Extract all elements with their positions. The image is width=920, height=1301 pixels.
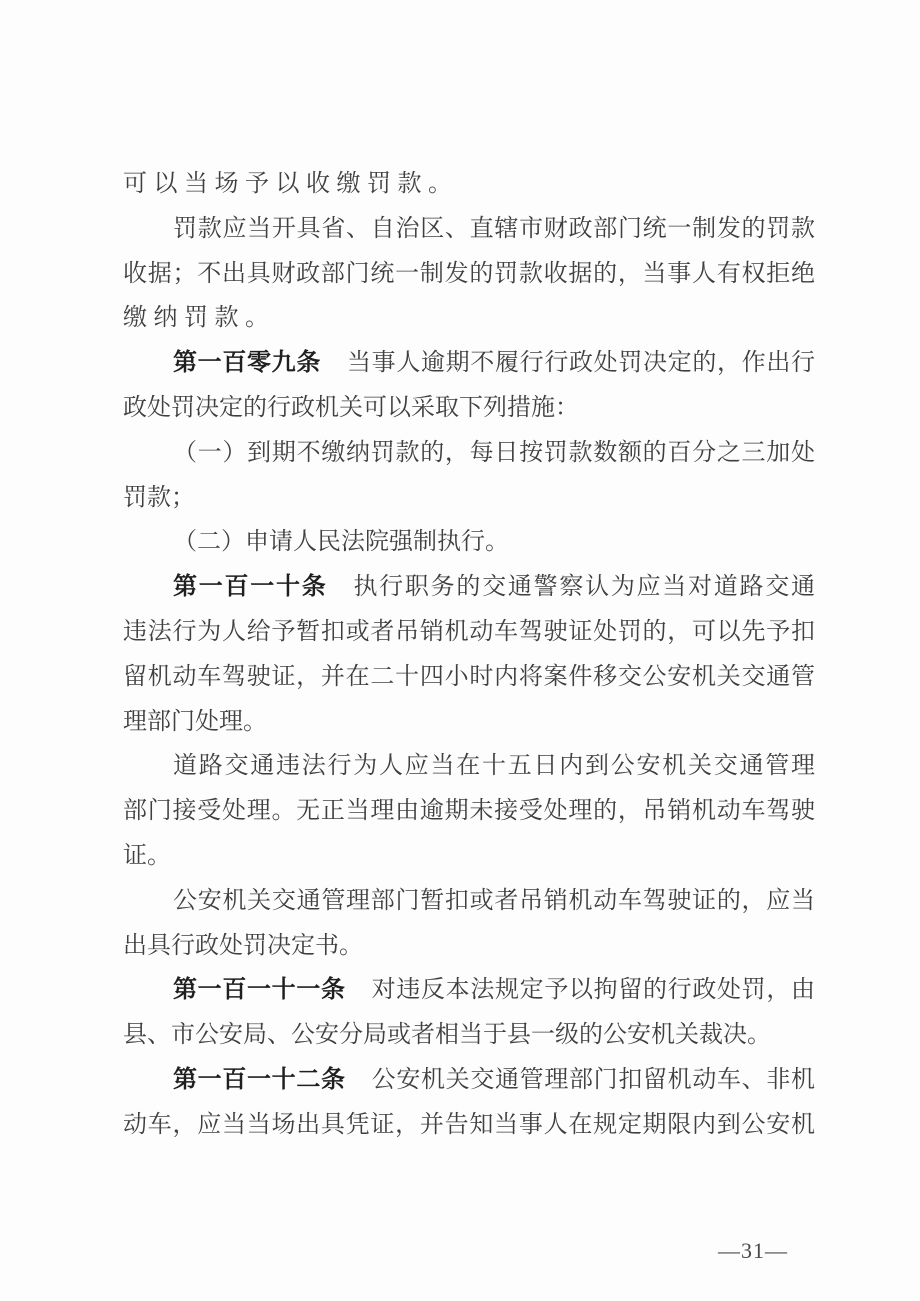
article-number: 第一百一十条 [173, 573, 328, 601]
line-text: 公安机关交通管理部门扣留机动车、非机 [371, 1066, 816, 1093]
line-text: 缴纳罚款。 [123, 305, 276, 332]
line-text: （二）申请人民法院强制执行。 [173, 529, 509, 556]
text-line [123, 879, 815, 924]
text-line [123, 834, 815, 879]
text-line [123, 252, 815, 297]
line-text: 当事人逾期不履行行政处罚决定的，作出行 [347, 350, 815, 377]
line-text: 部门接受处理。无正当理由逾期未接受处理的，吊销机动车驾驶 [123, 798, 815, 825]
article-number: 第一百一十二条 [173, 1065, 346, 1093]
article-number: 第一百一十一条 [173, 976, 346, 1004]
line-text: 收据；不出具财政部门统一制发的罚款收据的，当事人有权拒绝 [123, 260, 815, 287]
text-line [123, 1103, 815, 1148]
line-text: 违法行为人给予暂扣或者吊销机动车驾驶证处罚的，可以先予扣 [123, 618, 815, 645]
text-line [123, 476, 815, 521]
article-number: 第一百零九条 [173, 349, 321, 377]
line-text: 可以当场予以收缴罚款。 [123, 171, 459, 197]
text-line [123, 341, 815, 386]
text-line [123, 744, 815, 789]
text-line [123, 1058, 815, 1103]
line-text: 政处罚决定的行政机关可以采取下列措施： [123, 394, 579, 421]
text-line [123, 1013, 815, 1058]
text-line [123, 162, 815, 207]
line-text: 罚款应当开具省、自治区、直辖市财政部门统一制发的罚款 [173, 215, 815, 242]
line-text: 理部门处理。 [123, 708, 267, 735]
line-text: 出具行政处罚决定书。 [123, 932, 363, 959]
line-text: 对违反本法规定予以拘留的行政处罚，由 [371, 977, 816, 1004]
page-number: —31— [718, 1238, 788, 1263]
line-text: （一）到期不缴纳罚款的，每日按罚款数额的百分之三加处 [173, 439, 815, 466]
line-text: 县、市公安局、公安分局或者相当于县一级的公安机关裁决。 [123, 1022, 771, 1049]
line-text: 留机动车驾驶证，并在二十四小时内将案件移交公安机关交通管 [123, 663, 815, 690]
line-text: 动车，应当当场出具凭证，并告知当事人在规定期限内到公安机 [123, 1111, 815, 1138]
text-line [123, 924, 815, 969]
line-text: 罚款； [123, 484, 195, 511]
text-line [123, 520, 815, 565]
text-line [123, 700, 815, 745]
text-line [123, 655, 815, 700]
text-line [123, 431, 815, 476]
text-line [123, 610, 815, 655]
line-text: 执行职务的交通警察认为应当对道路交通 [353, 574, 816, 601]
text-line [123, 968, 815, 1013]
text-line [123, 386, 815, 431]
text-line [123, 565, 815, 610]
document-text-block [123, 162, 815, 1148]
text-line [123, 789, 815, 834]
text-line [123, 296, 815, 341]
line-text: 公安机关交通管理部门暂扣或者吊销机动车驾驶证的，应当 [173, 887, 815, 914]
text-line [123, 207, 815, 252]
line-text: 道路交通违法行为人应当在十五日内到公安机关交通管理 [173, 753, 815, 780]
line-text: 证。 [123, 842, 171, 869]
